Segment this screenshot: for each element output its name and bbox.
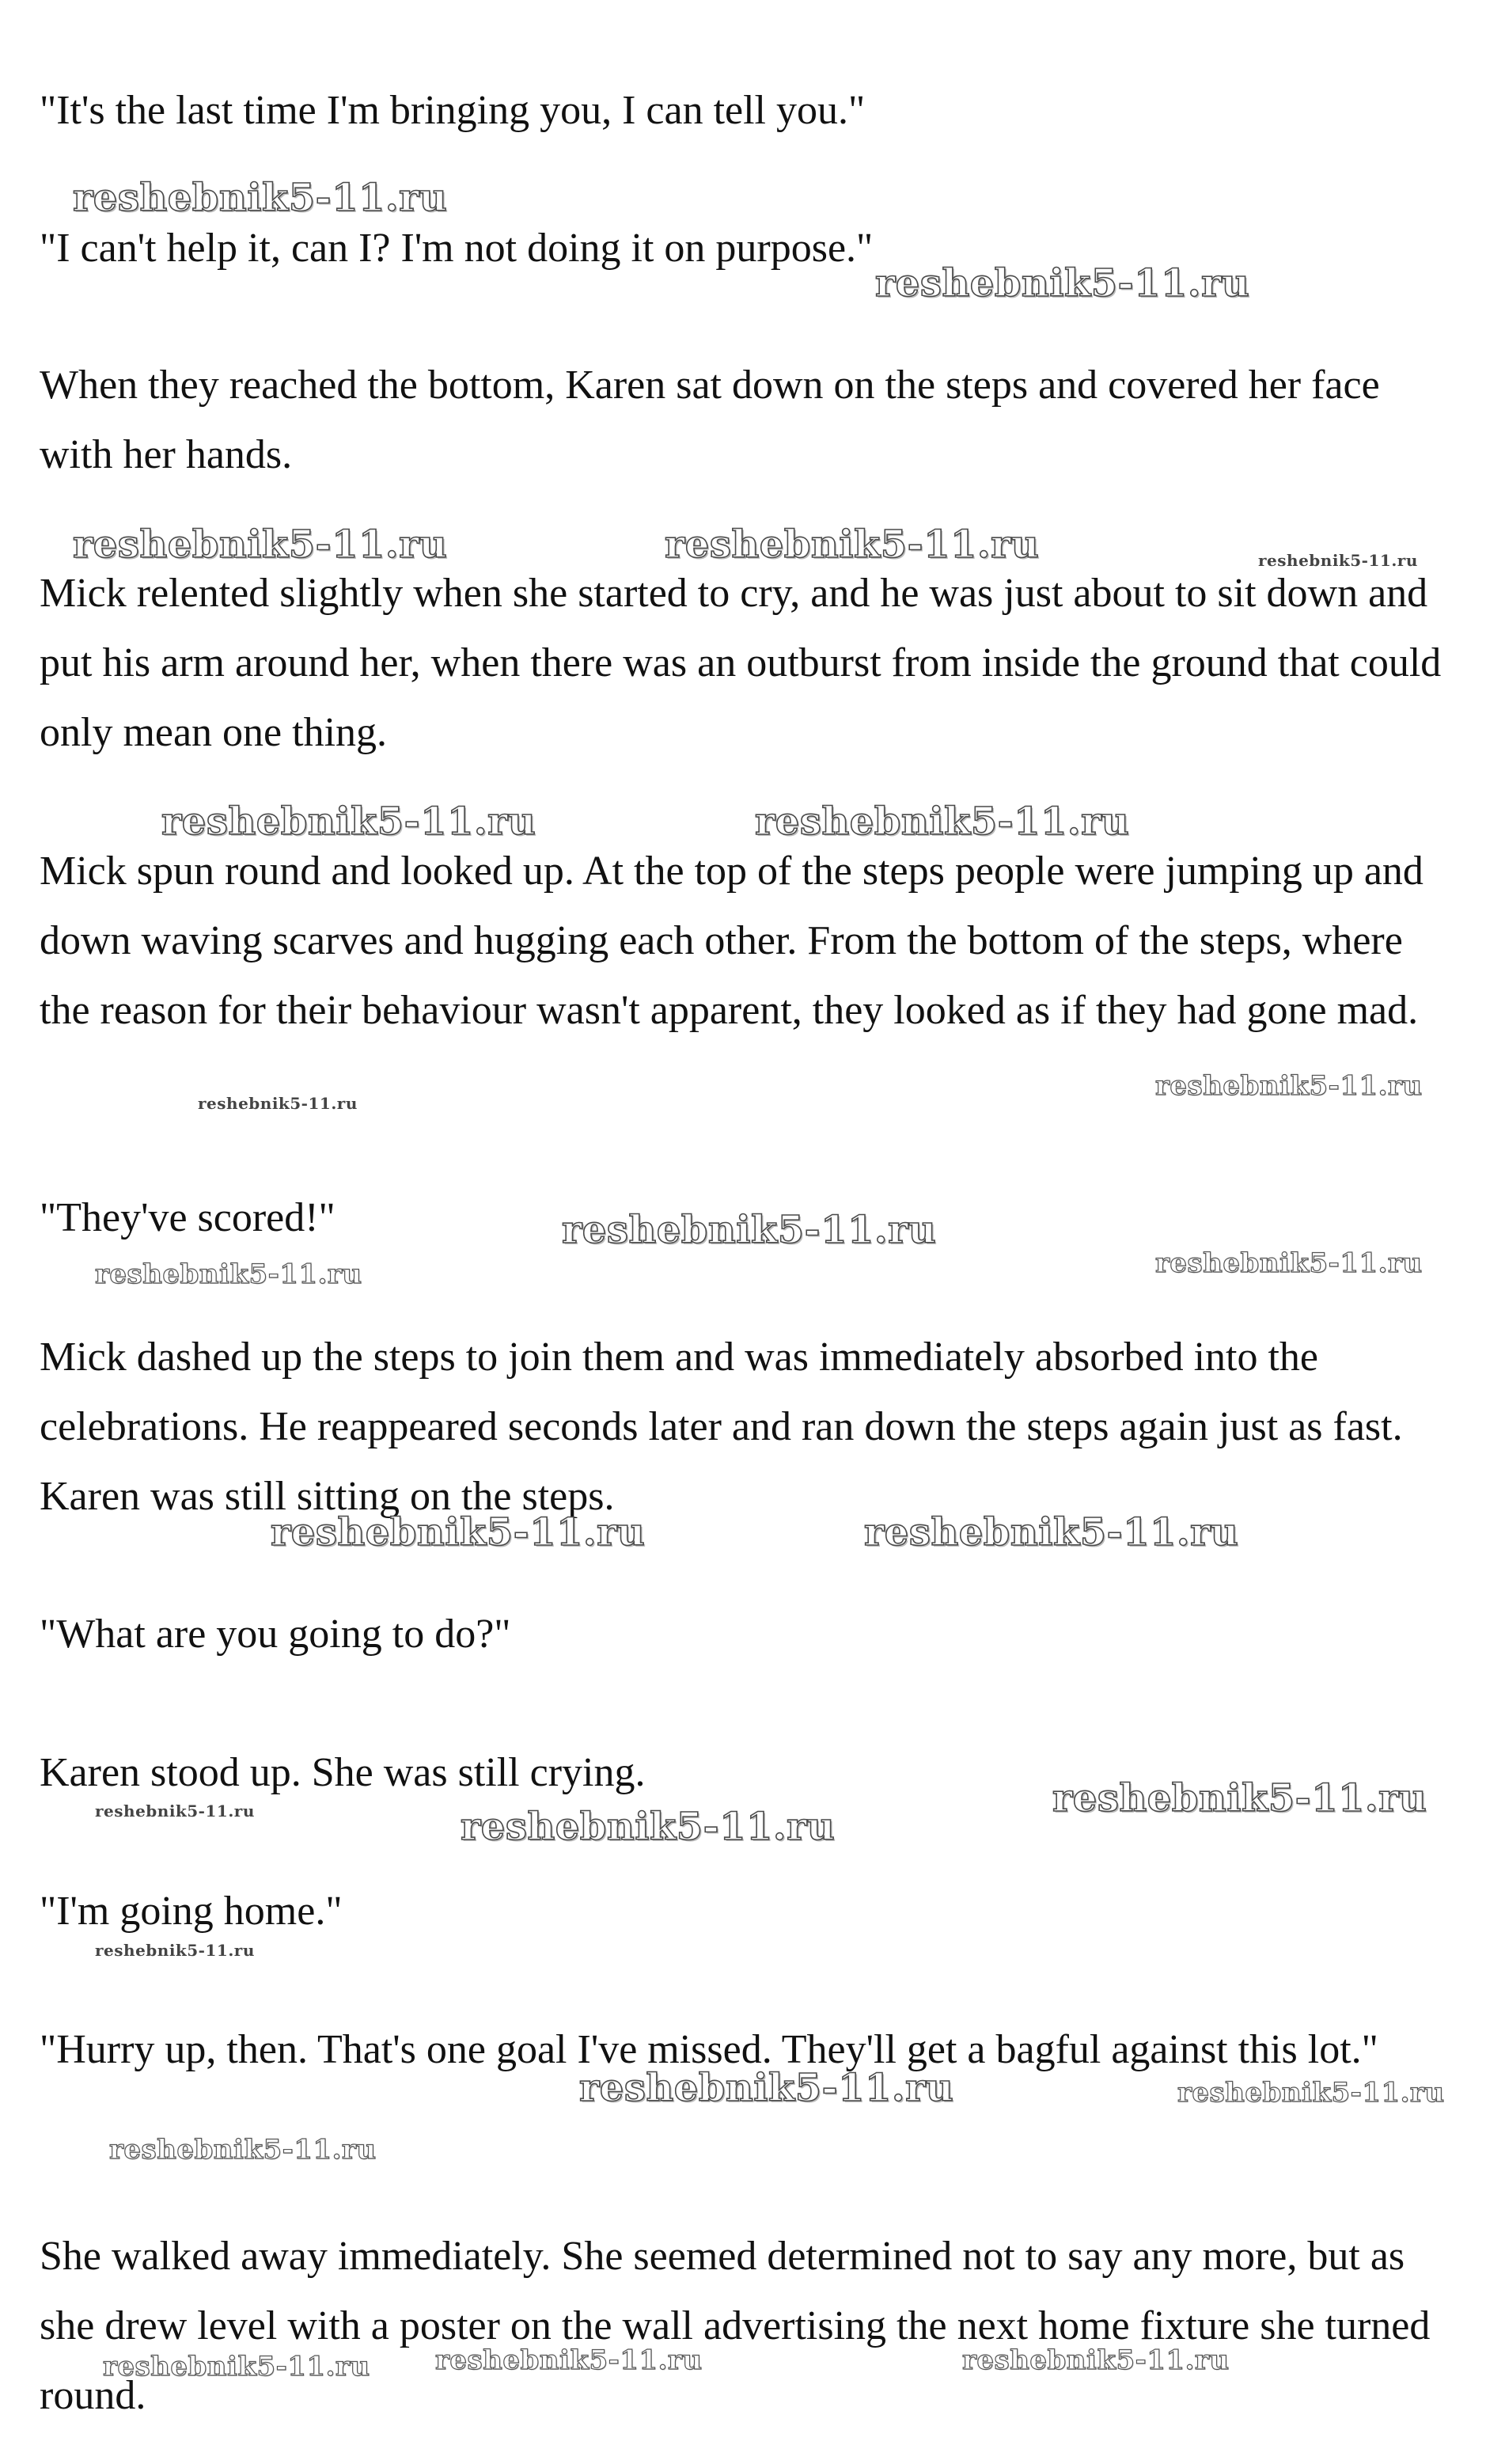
- watermark: reshebnik5-11.ru: [95, 1941, 255, 1960]
- watermark: reshebnik5-11.ru: [271, 1510, 646, 1555]
- watermark: reshebnik5-11.ru: [562, 1208, 937, 1252]
- paragraph-3: When they reached the bottom, Karen sat down on the steps and covered her face with her hands.: [40, 363, 1380, 477]
- watermark: reshebnik5-11.ru: [161, 799, 536, 844]
- paragraph-12: She walked away immediately. She seemed determined not to say any more, but as she drew level with a poster on the wall advertising the next home fixture she turned round.: [40, 2234, 1431, 2418]
- watermark: reshebnik5-11.ru: [73, 176, 448, 220]
- paragraph-6: "They've scored!": [40, 1195, 335, 1240]
- watermark: reshebnik5-11.ru: [461, 1805, 836, 1849]
- watermark: reshebnik5-11.ru: [579, 2066, 954, 2110]
- watermark: reshebnik5-11.ru: [864, 1510, 1239, 1555]
- watermark: reshebnik5-11.ru: [73, 522, 448, 567]
- paragraph-7: Mick dashed up the steps to join them and was immediately absorbed into the celebrations. He reappeared seconds later and ran down the steps again just as fast. Karen was still sitting on the steps.: [40, 1335, 1403, 1519]
- watermark: reshebnik5-11.ru: [875, 261, 1250, 306]
- paragraph-1: "It's the last time I'm bringing you, I can tell you.": [40, 88, 866, 133]
- watermark: reshebnik5-11.ru: [1177, 2077, 1445, 2109]
- watermark: reshebnik5-11.ru: [109, 2134, 377, 2166]
- watermark: reshebnik5-11.ru: [198, 1094, 358, 1113]
- watermark: reshebnik5-11.ru: [962, 2344, 1230, 2376]
- paragraph-11: "Hurry up, then. That's one goal I've missed. They'll get a bagful against this lot.": [40, 2027, 1378, 2072]
- watermark: reshebnik5-11.ru: [95, 1259, 362, 1290]
- watermark: reshebnik5-11.ru: [1258, 551, 1418, 570]
- watermark: reshebnik5-11.ru: [665, 522, 1040, 567]
- paragraph-2: "I can't help it, can I? I'm not doing it on purpose.": [40, 226, 874, 271]
- paragraph-5: Mick spun round and looked up. At the top of the steps people were jumping up and down waving scarves and hugging each other. From the bottom of the steps, where the reason for their behaviour wasn't apparent, they looked as if they had gone mad.: [40, 849, 1423, 1033]
- watermark: reshebnik5-11.ru: [1155, 1070, 1423, 1102]
- watermark: reshebnik5-11.ru: [1052, 1776, 1427, 1820]
- watermark: reshebnik5-11.ru: [103, 2351, 370, 2382]
- paragraph-8: "What are you going to do?": [40, 1612, 511, 1657]
- watermark: reshebnik5-11.ru: [95, 1801, 255, 1820]
- watermark: reshebnik5-11.ru: [1155, 1247, 1423, 1279]
- paragraph-10: "I'm going home.": [40, 1889, 343, 1934]
- paragraph-9: Karen stood up. She was still crying.: [40, 1750, 646, 1795]
- watermark: reshebnik5-11.ru: [435, 2344, 703, 2376]
- paragraph-4: Mick relented slightly when she started to cry, and he was just about to sit down and put his arm around her, when there was an outburst from inside the ground that could only mean one thing.: [40, 571, 1442, 755]
- watermark: reshebnik5-11.ru: [755, 799, 1130, 844]
